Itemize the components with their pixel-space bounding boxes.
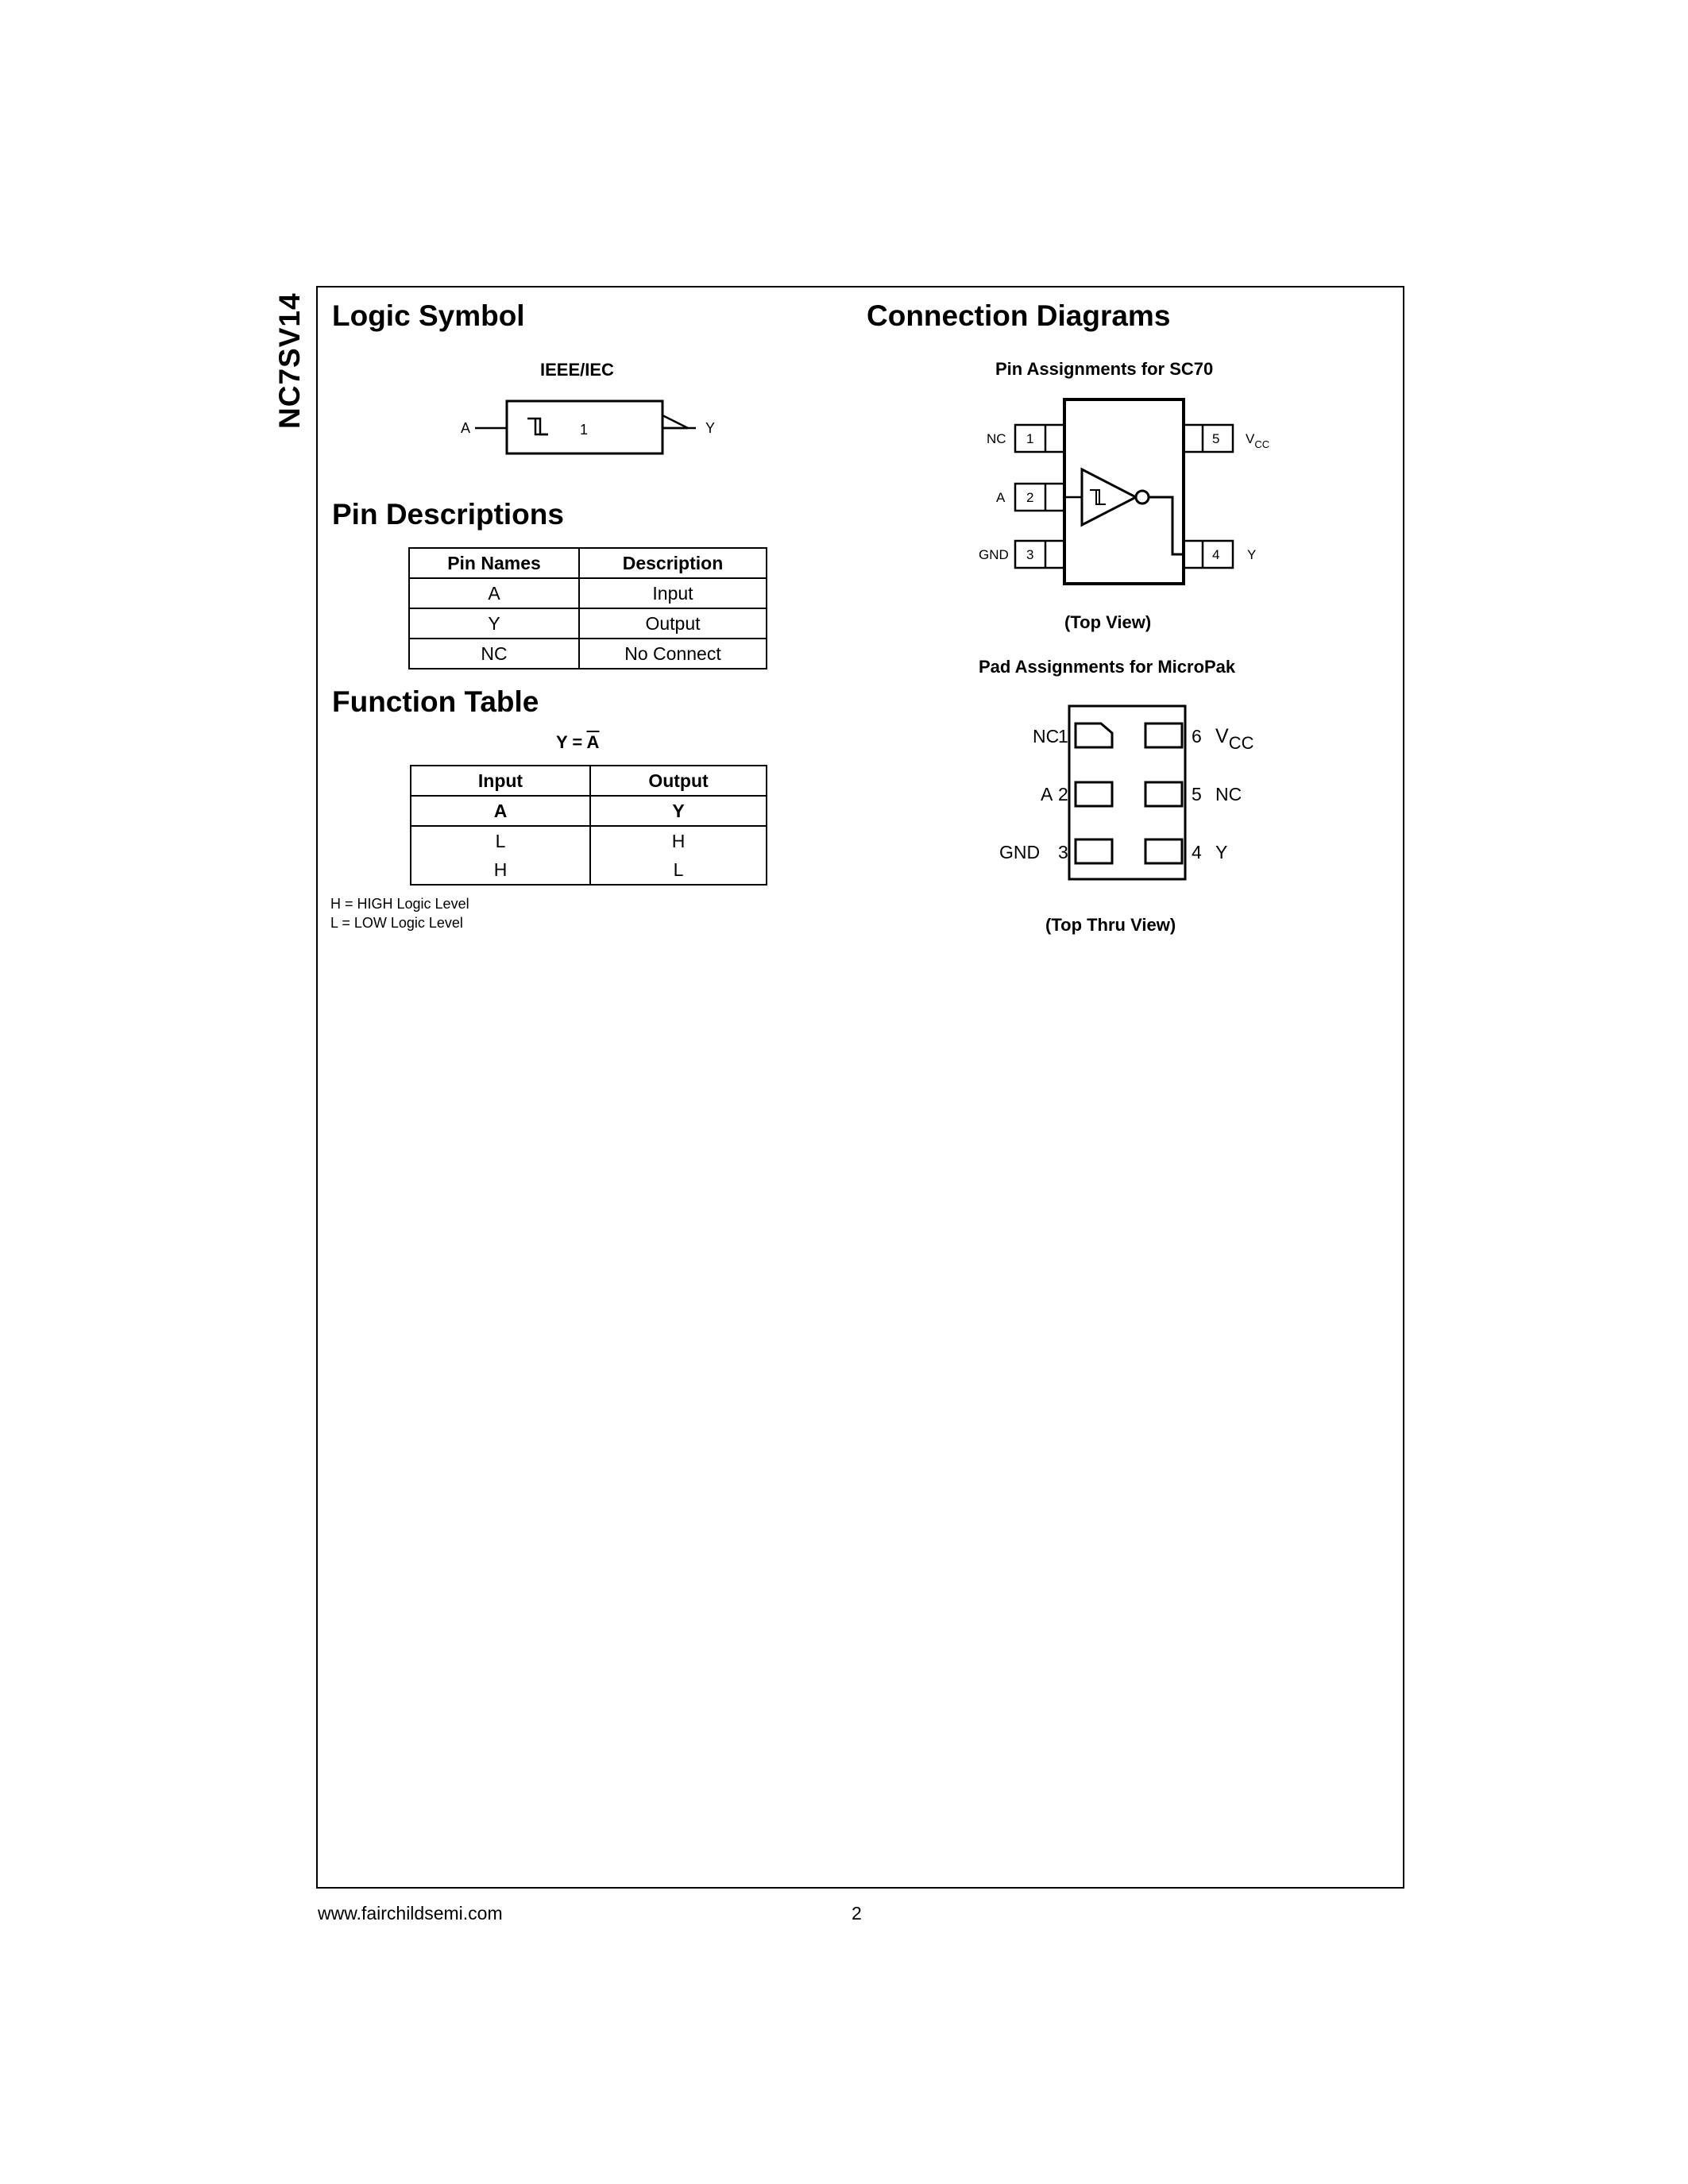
pad-1-icon: [1076, 723, 1112, 747]
micropak-pin2-name: A: [1041, 784, 1053, 805]
function-table-heading: Function Table: [332, 685, 539, 718]
micropak-pin6-name: VCC: [1215, 725, 1254, 753]
sc70-pin4-number: 4: [1212, 547, 1220, 562]
micropak-pin1-name: NC: [1033, 726, 1060, 747]
description-header: Description: [579, 548, 767, 578]
pin-name-cell: NC: [409, 639, 579, 669]
function-equation: [556, 731, 599, 754]
page-number: 2: [852, 1903, 862, 1924]
output-cell: L: [590, 855, 767, 885]
schmitt-trigger-icon: [527, 419, 548, 434]
sc70-pin-diagram: [969, 393, 1287, 592]
pad-6-icon: [1145, 723, 1182, 747]
sc70-subtitle: Pin Assignments for SC70: [995, 359, 1214, 379]
sc70-pin1-number: 1: [1026, 431, 1034, 446]
micropak-pin3-number: 3: [1058, 842, 1068, 862]
micropak-pin4-number: 4: [1192, 842, 1202, 862]
logic-symbol-diagram: [453, 393, 723, 457]
footer-url[interactable]: www.fairchildsemi.com: [318, 1903, 503, 1924]
micropak-pin5-name: NC: [1215, 784, 1242, 805]
sc70-pin3-name: GND: [979, 547, 1009, 562]
sc70-pin3-number: 3: [1026, 547, 1034, 562]
micropak-pin1-number: 1: [1058, 726, 1068, 747]
output-cell: H: [590, 826, 767, 855]
schmitt-trigger-icon: [1090, 490, 1106, 504]
pin-descriptions-heading: Pin Descriptions: [332, 498, 564, 531]
micropak-caption: (Top Thru View): [1045, 915, 1176, 935]
table-row: [411, 855, 767, 885]
pad-2-icon: [1076, 782, 1112, 806]
sc70-pin2-name: A: [996, 490, 1006, 505]
input-subheader: A: [411, 796, 590, 826]
input-header: Input: [411, 766, 590, 796]
logic-symbol-input-label: A: [461, 420, 471, 436]
micropak-pin6-number: 6: [1192, 726, 1202, 747]
logic-symbol-output-label: Y: [705, 420, 716, 436]
table-row: [411, 826, 767, 855]
inverter-gate-icon: [1082, 469, 1136, 525]
pin-name-cell: A: [409, 578, 579, 608]
ieee-iec-label: IEEE/IEC: [540, 360, 614, 380]
output-subheader: Y: [590, 796, 767, 826]
micropak-pin5-number: 5: [1192, 784, 1202, 805]
output-header: Output: [590, 766, 767, 796]
logic-symbol-heading: Logic Symbol: [332, 299, 525, 332]
micropak-pin4-name: Y: [1215, 842, 1228, 862]
pin-descriptions-table: [408, 547, 767, 669]
pin-description-cell: No Connect: [579, 639, 767, 669]
pad-5-icon: [1145, 782, 1182, 806]
table-row: [409, 578, 767, 608]
micropak-pin2-number: 2: [1058, 784, 1068, 805]
input-cell: H: [411, 855, 590, 885]
pin-names-header: Pin Names: [409, 548, 579, 578]
note-low-level: L = LOW Logic Level: [330, 915, 463, 931]
note-high-level: H = HIGH Logic Level: [330, 896, 469, 912]
input-cell: L: [411, 826, 590, 855]
pad-3-icon: [1076, 839, 1112, 863]
pin-description-cell: Input: [579, 578, 767, 608]
pin-name-cell: Y: [409, 608, 579, 639]
sc70-pin1-name: NC: [987, 431, 1006, 446]
pad-4-icon: [1145, 839, 1182, 863]
table-row: [409, 608, 767, 639]
equation-lhs: Y =: [556, 732, 587, 752]
function-table: [410, 765, 767, 886]
micropak-pad-diagram: [985, 703, 1287, 886]
sc70-pin5-name: $V_{CC}$: [1246, 431, 1270, 450]
sc70-pin2-number: 2: [1026, 490, 1034, 505]
table-row: [409, 639, 767, 669]
sc70-pin4-name: Y: [1247, 547, 1257, 562]
connection-diagrams-heading: Connection Diagrams: [867, 299, 1171, 332]
logic-symbol-gate-label: 1: [580, 422, 589, 438]
micropak-subtitle: Pad Assignments for MicroPak: [979, 657, 1236, 677]
equation-rhs-negated: $\overline{A}$: [586, 732, 600, 752]
sc70-pin5-number: 5: [1212, 431, 1220, 446]
inversion-wedge-icon: [662, 415, 688, 428]
part-number-side-title: NC7SV14: [273, 292, 306, 429]
micropak-pin3-name: GND: [999, 842, 1041, 862]
sc70-caption: (Top View): [1064, 612, 1152, 632]
pin-description-cell: Output: [579, 608, 767, 639]
